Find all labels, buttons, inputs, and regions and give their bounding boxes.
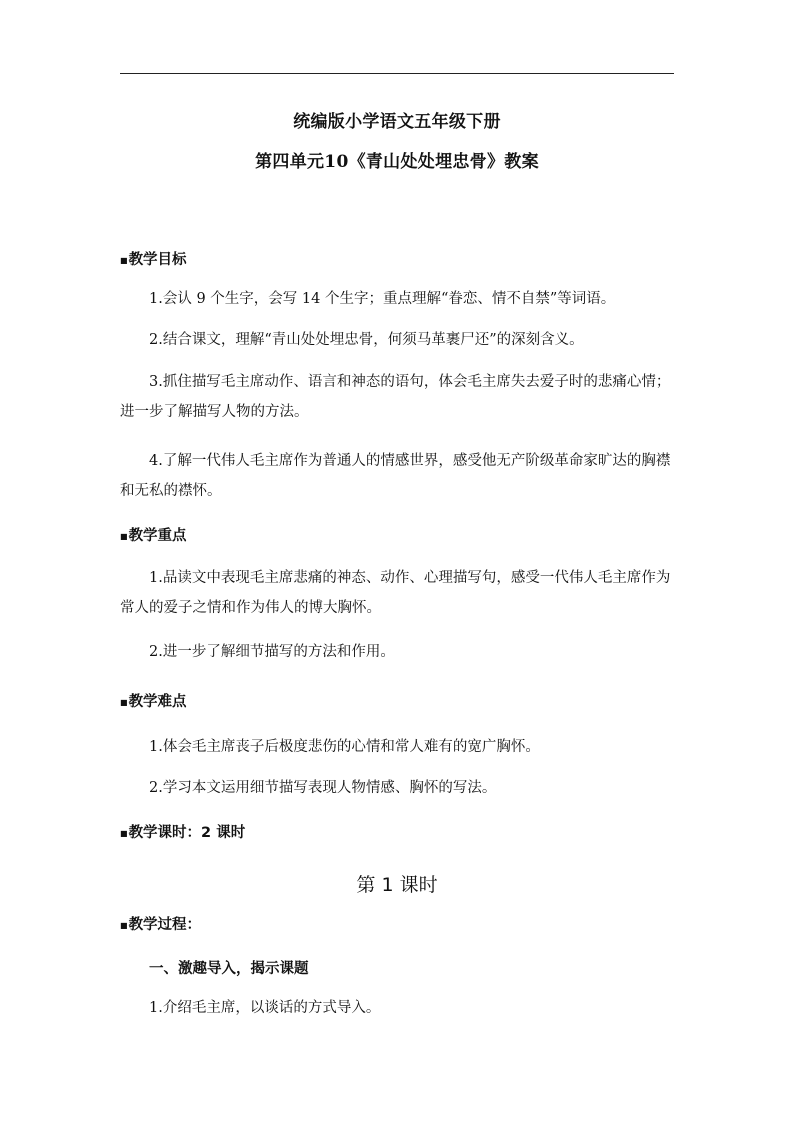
document-title-line1: 统编版小学语文五年级下册: [293, 112, 501, 132]
bullet-square-icon: ■: [120, 828, 128, 838]
step1-heading: 一、激趣导入，揭示课题: [149, 961, 309, 977]
goal-item-2: 2.结合课文，理解“青山处处埋忠骨，何须马革裹尸还”的深刻含义。: [149, 332, 584, 348]
key-point-item-1: 1.品读文中表现毛主席悲痛的神态、动作、心理描写句，感受一代伟人毛主席作为常人的爱子之情和作为伟人的博大胸怀。: [120, 570, 671, 616]
process-heading: ■教学过程：: [120, 917, 202, 933]
section-heading-key-points: ■教学重点: [120, 528, 187, 544]
goal-item-1: 1.会认 9 个生字，会写 14 个生字；重点理解“眷恋、情不自禁”等词语。: [149, 291, 616, 307]
step1-item-1: 1.介绍毛主席，以谈话的方式导入。: [149, 1000, 381, 1016]
key-point-item-2: 2.进一步了解细节描写的方法和作用。: [149, 644, 395, 660]
document-title-line2: 第四单元10《青山处处埋忠骨》教案: [255, 152, 539, 172]
goal-item-3: 3.抓住描写毛主席动作、语言和神态的语句，体会毛主席失去爱子时的悲痛心情；进一步了解描写人物的方法。: [120, 374, 671, 420]
lesson-title: 第 1 课时: [356, 874, 438, 896]
difficulty-item-2: 2.学习本文运用细节描写表现人物情感、胸怀的写法。: [149, 780, 497, 796]
bullet-square-icon: ■: [120, 531, 128, 541]
goal-item-4: 4.了解一代伟人毛主席作为普通人的情感世界，感受他无产阶级革命家旷达的胸襟和无私的襟怀。: [120, 453, 671, 499]
bullet-square-icon: ■: [120, 920, 128, 930]
section-heading-goals: ■教学目标: [120, 252, 187, 268]
difficulty-item-1: 1.体会毛主席丧子后极度悲伤的心情和常人难有的宽广胸怀。: [149, 739, 540, 755]
bullet-square-icon: ■: [120, 697, 128, 707]
header-rule: [120, 73, 674, 74]
section-heading-difficulties: ■教学难点: [120, 694, 187, 710]
section-heading-hours: ■教学课时：2 课时: [120, 825, 246, 841]
bullet-square-icon: ■: [120, 255, 128, 265]
